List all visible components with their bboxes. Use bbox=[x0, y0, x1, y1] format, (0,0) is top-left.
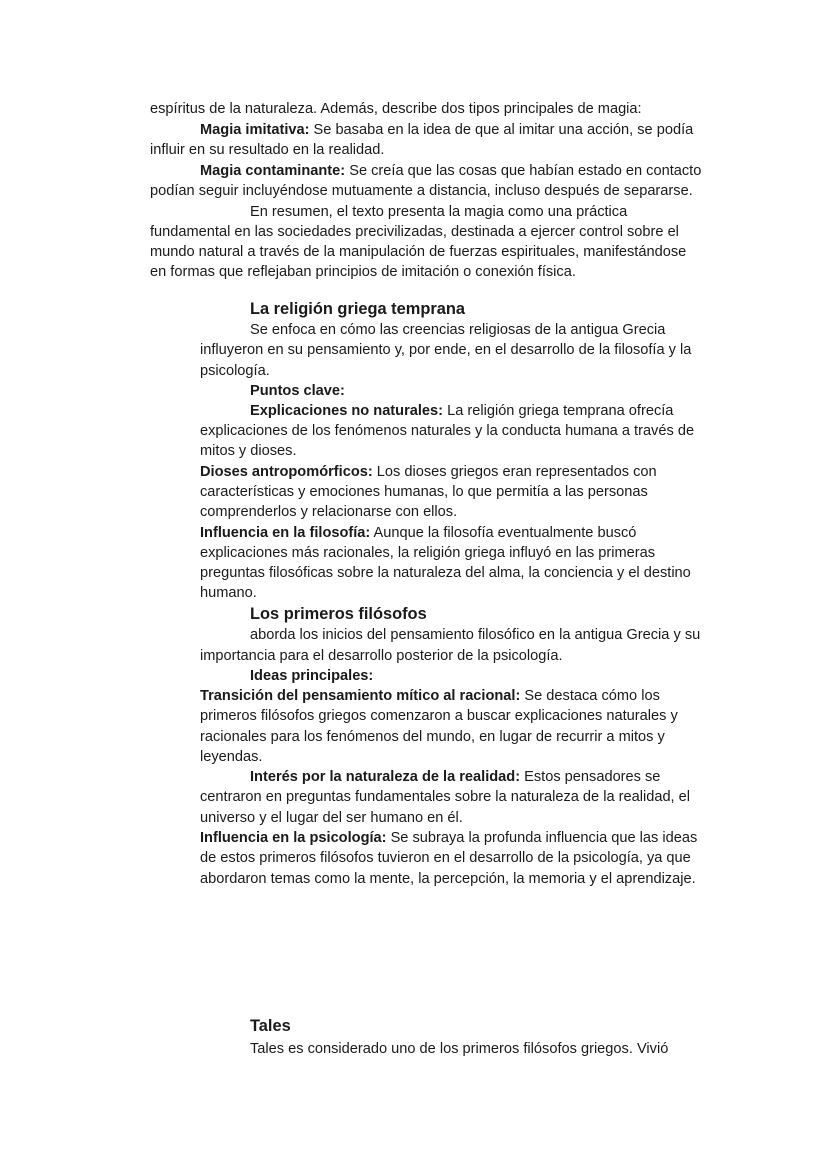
point-cont: comprenderlos y relacionarse con ellos. bbox=[200, 504, 458, 520]
philosophers-intro-line: importancia para el desarrollo posterior de la psicología. bbox=[200, 648, 563, 664]
point-cont: características y emociones humanas, lo que permitía a las personas bbox=[200, 484, 648, 500]
idea-line bbox=[250, 767, 660, 787]
idea-cont: leyendas. bbox=[200, 749, 263, 765]
idea-cont: abordaron temas como la mente, la percepción, la memoria y el aprendizaje. bbox=[200, 871, 696, 887]
point-line bbox=[200, 523, 636, 543]
ideas-line bbox=[250, 666, 373, 686]
idea-label: Influencia en la psicología: bbox=[200, 830, 387, 846]
point-cont: humano. bbox=[200, 585, 257, 601]
point-cont: mitos y dioses. bbox=[200, 443, 297, 459]
point-text: La religión griega temprana ofrecía bbox=[443, 403, 674, 419]
religion-intro-line: Se enfoca en cómo las creencias religiosas de la antigua Grecia bbox=[250, 322, 666, 338]
point-cont: explicaciones más racionales, la religión griega influyó en las primeras bbox=[200, 545, 656, 561]
point-cont: explicaciones de los fenómenos naturales y la conducta humana a través de bbox=[200, 423, 695, 439]
magia-imitativa-text: Se basaba en la idea de que al imitar una acción, se podía bbox=[309, 122, 694, 138]
ideas-label: Ideas principales: bbox=[250, 668, 374, 684]
summary-line: En resumen, el texto presenta la magia como una práctica bbox=[250, 204, 628, 220]
idea-cont: centraron en preguntas fundamentales sobre la naturaleza de la realidad, el bbox=[200, 789, 691, 805]
philosophers-heading: Los primeros filósofos bbox=[250, 605, 427, 623]
idea-text: Estos pensadores se bbox=[520, 769, 661, 785]
religion-heading: La religión griega temprana bbox=[250, 300, 465, 318]
magia-imitativa-cont: influir en su resultado en la realidad. bbox=[150, 142, 385, 158]
point-line bbox=[200, 462, 657, 482]
summary-line: en formas que reflejaban principios de imitación o conexión física. bbox=[150, 264, 576, 280]
idea-cont: primeros filósofos griegos comenzaron a buscar explicaciones naturales y bbox=[200, 708, 678, 724]
magia-contaminante-label: Magia contaminante: bbox=[200, 163, 346, 179]
magia-contaminante-line bbox=[200, 161, 701, 181]
idea-cont: universo y el lugar del ser humano en él. bbox=[200, 810, 463, 826]
point-line bbox=[250, 401, 673, 421]
religion-intro-line: influyeron en su pensamiento y, por ende, en el desarrollo de la filosofía y la bbox=[200, 342, 692, 358]
magia-imitativa-label: Magia imitativa: bbox=[200, 122, 310, 138]
tales-text: Tales es considerado uno de los primeros filósofos griegos. Vivió bbox=[250, 1041, 669, 1057]
idea-line bbox=[200, 686, 660, 706]
magia-imitativa-line bbox=[200, 120, 693, 140]
point-text: Aunque la filosofía eventualmente buscó bbox=[370, 525, 637, 541]
key-points-label: Puntos clave: bbox=[250, 383, 345, 399]
point-label: Influencia en la filosofía: bbox=[200, 525, 371, 541]
idea-cont: racionales para los fenómenos del mundo, en lugar de recurrir a mitos y bbox=[200, 729, 665, 745]
idea-label: Interés por la naturaleza de la realidad: bbox=[250, 769, 521, 785]
point-label: Dioses antropomórficos: bbox=[200, 464, 373, 480]
idea-label: Transición del pensamiento mítico al racional: bbox=[200, 688, 521, 704]
religion-intro-line: psicología. bbox=[200, 363, 270, 379]
key-points-line bbox=[250, 381, 345, 401]
point-text: Los dioses griegos eran representados con bbox=[372, 464, 657, 480]
idea-text: Se subraya la profunda influencia que las ideas bbox=[386, 830, 698, 846]
summary-line: fundamental en las sociedades precivilizadas, destinada a ejercer control sobre el bbox=[150, 224, 679, 240]
point-label: Explicaciones no naturales: bbox=[250, 403, 444, 419]
magia-contaminante-text: Se creía que las cosas que habían estado en contacto bbox=[345, 163, 702, 179]
philosophers-intro-line: aborda los inicios del pensamiento filosófico en la antigua Grecia y su bbox=[250, 627, 701, 643]
idea-text: Se destaca cómo los bbox=[520, 688, 660, 704]
intro-line: espíritus de la naturaleza. Además, describe dos tipos principales de magia: bbox=[150, 101, 642, 117]
idea-line bbox=[200, 828, 697, 848]
tales-heading: Tales bbox=[250, 1017, 291, 1035]
idea-cont: de estos primeros filósofos tuvieron en el desarrollo de la psicología, ya que bbox=[200, 850, 691, 866]
point-cont: preguntas filosóficas sobre la naturaleza del alma, la conciencia y el destino bbox=[200, 565, 691, 581]
magia-contaminante-cont: podían seguir incluyéndose mutuamente a distancia, incluso después de separarse. bbox=[150, 183, 693, 199]
summary-line: mundo natural a través de la manipulación de fuerzas espirituales, manifestándose bbox=[150, 244, 687, 260]
